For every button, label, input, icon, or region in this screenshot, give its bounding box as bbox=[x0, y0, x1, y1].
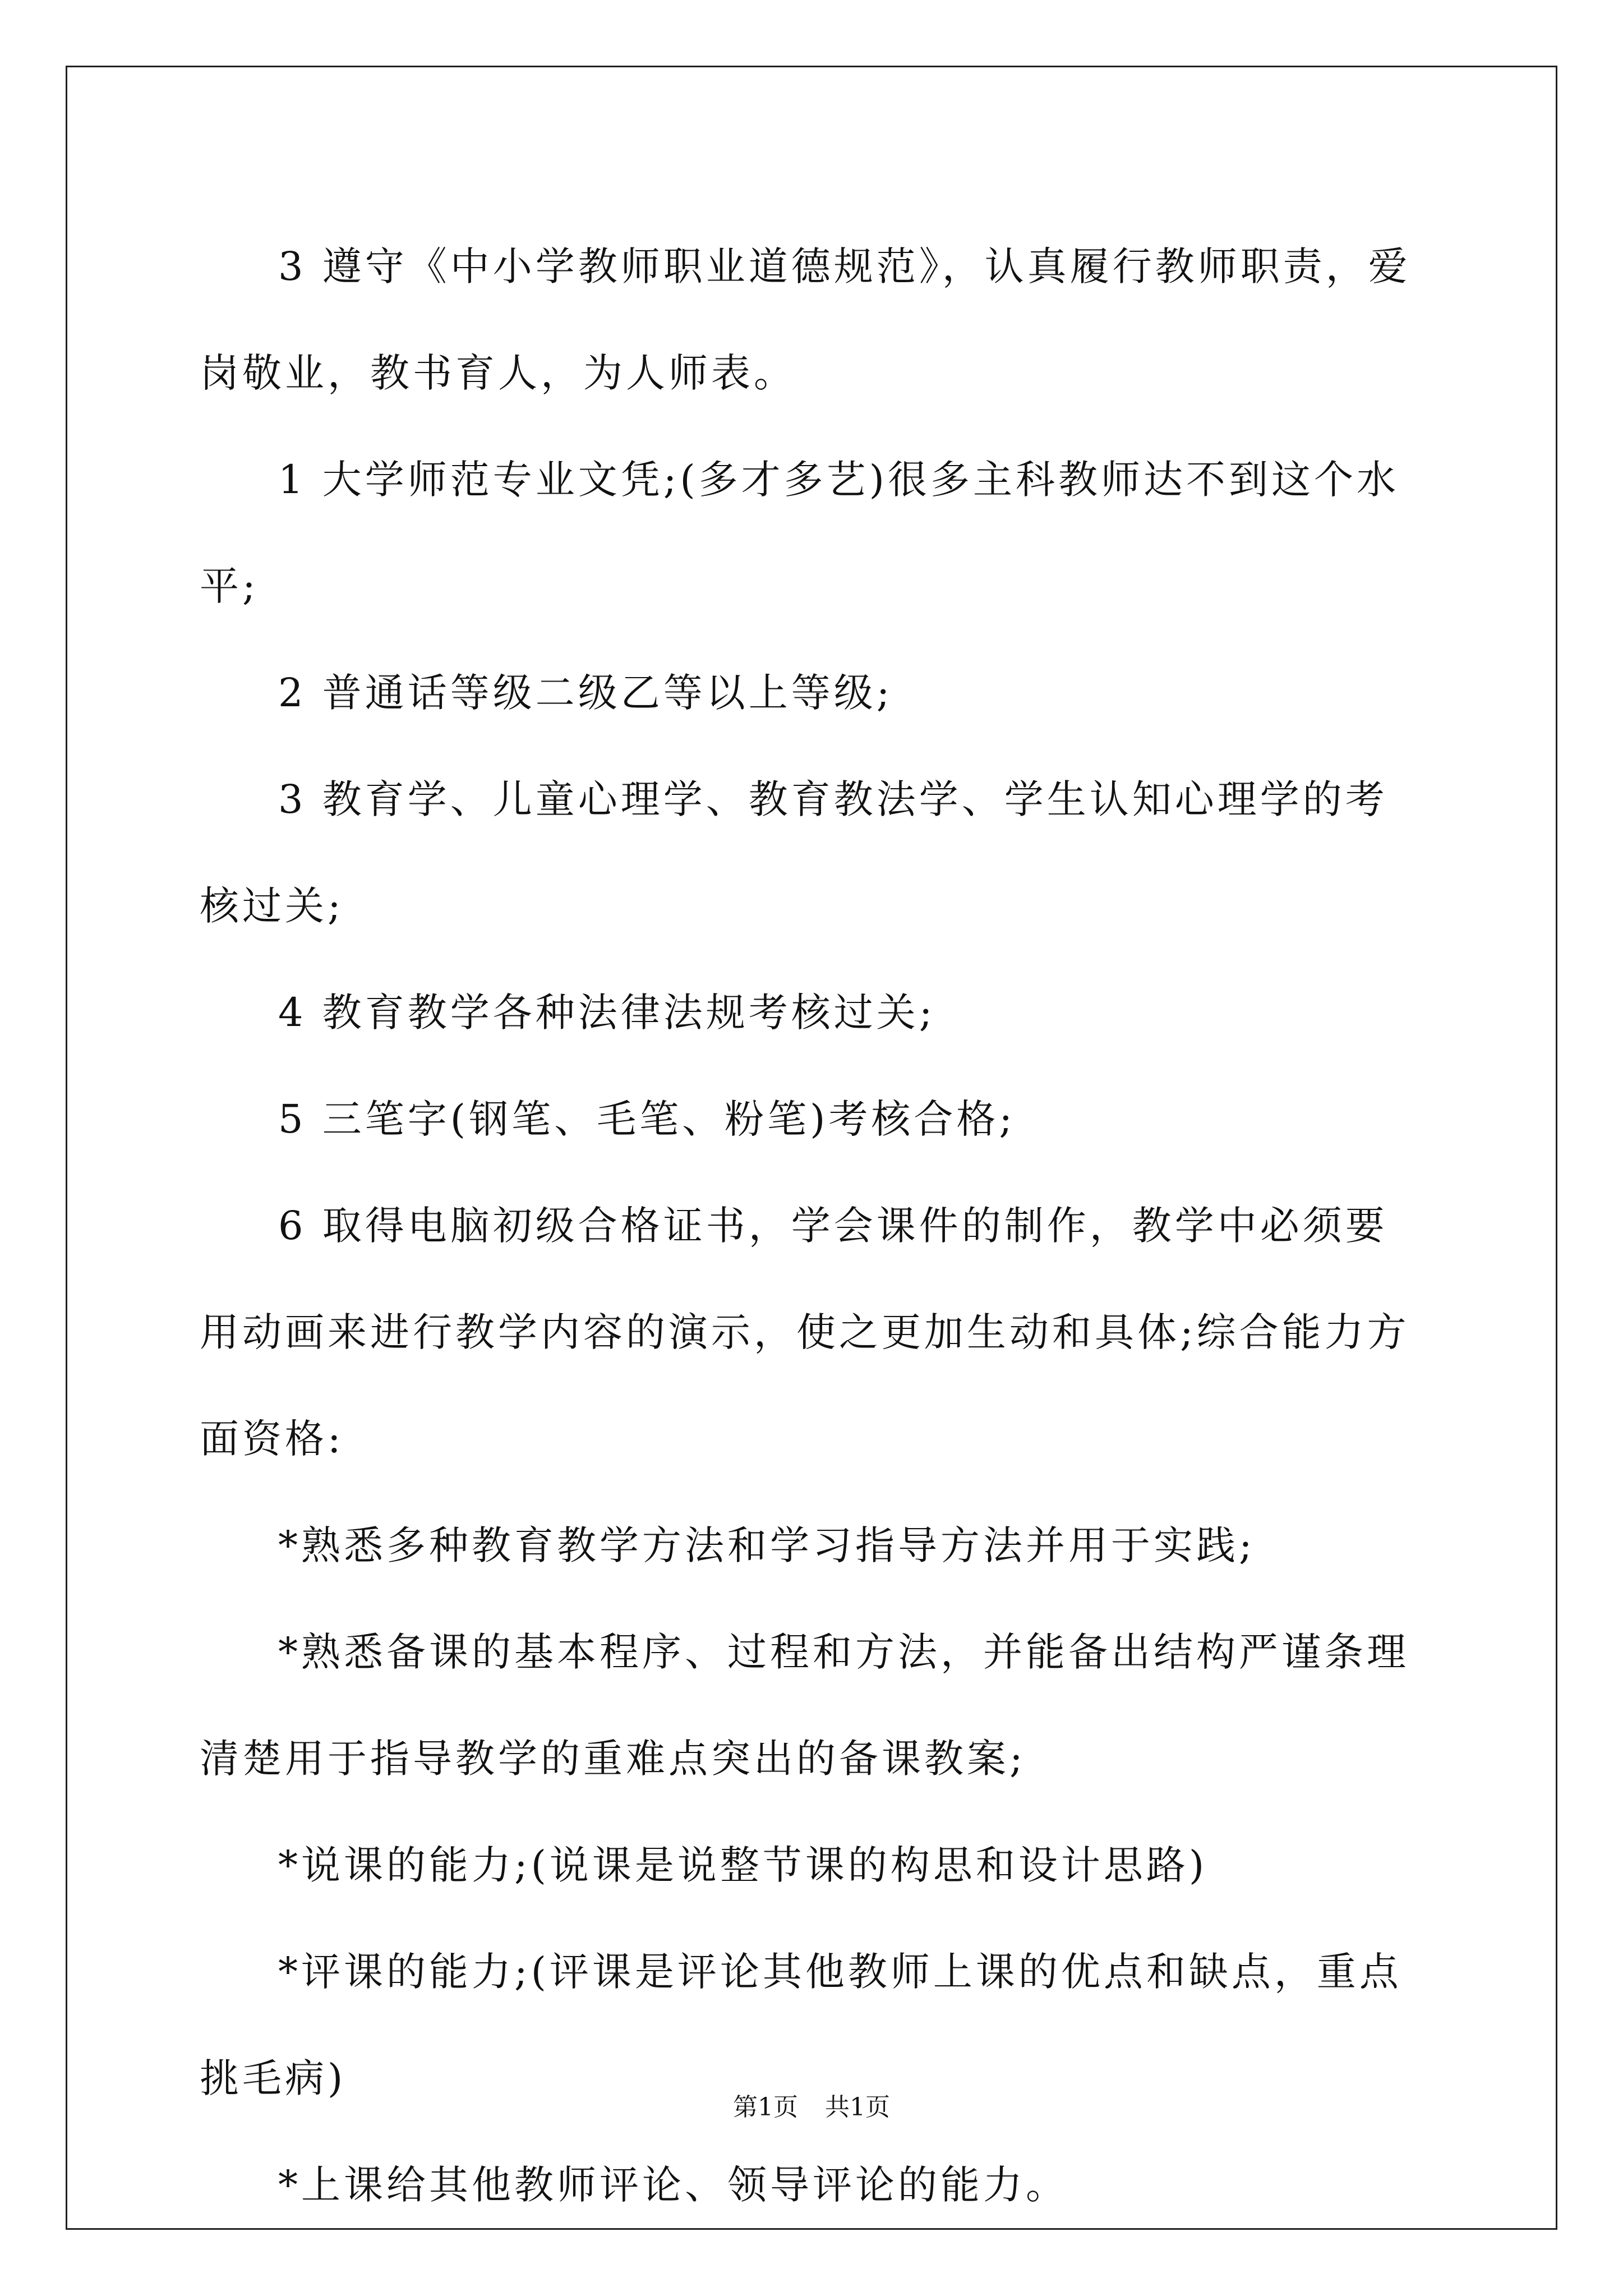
paragraph: 3 遵守《中小学教师职业道德规范》，认真履行教师职责，爱岗敬业，教书育人，为人师表。 bbox=[200, 243, 1411, 396]
paragraph: 5 三笔字(钢笔、毛笔、粉笔)考核合格; bbox=[278, 1096, 1016, 1142]
paragraph: *说课的能力;(说课是说整节课的构思和设计思路) bbox=[278, 1842, 1208, 1888]
page-number-current: 第1页 bbox=[733, 2093, 798, 2122]
paragraph: 2 普通话等级二级乙等以上等级; bbox=[278, 670, 893, 716]
paragraph: *熟悉多种教育教学方法和学习指导方法并用于实践; bbox=[278, 1522, 1256, 1568]
paragraph: 6 取得电脑初级合格证书，学会课件的制作，教学中必须要用动画来进行教学内容的演示，使之更加生动和具体;综合能力方面资格: bbox=[200, 1203, 1410, 1462]
page-footer bbox=[0, 2087, 1623, 2123]
page-number-total: 共1页 bbox=[825, 2093, 890, 2122]
document-body bbox=[200, 213, 1428, 2238]
paragraph: 3 教育学、儿童心理学、教育教法学、学生认知心理学的考核过关; bbox=[200, 776, 1388, 929]
paragraph: 4 教育教学各种法律法规考核过关; bbox=[278, 990, 936, 1036]
paragraph: *熟悉备课的基本程序、过程和方法，并能备出结构严谨条理清楚用于指导教学的重难点突出的备课教案; bbox=[200, 1629, 1409, 1782]
paragraph: *上课给其他教师评论、领导评论的能力。 bbox=[278, 2162, 1068, 2208]
paragraph: 1 大学师范专业文凭;(多才多艺)很多主科教师达不到这个水平; bbox=[200, 457, 1399, 609]
paragraph: *评课的能力;(评课是评论其他教师上课的优点和缺点，重点挑毛病) bbox=[200, 1949, 1402, 2101]
